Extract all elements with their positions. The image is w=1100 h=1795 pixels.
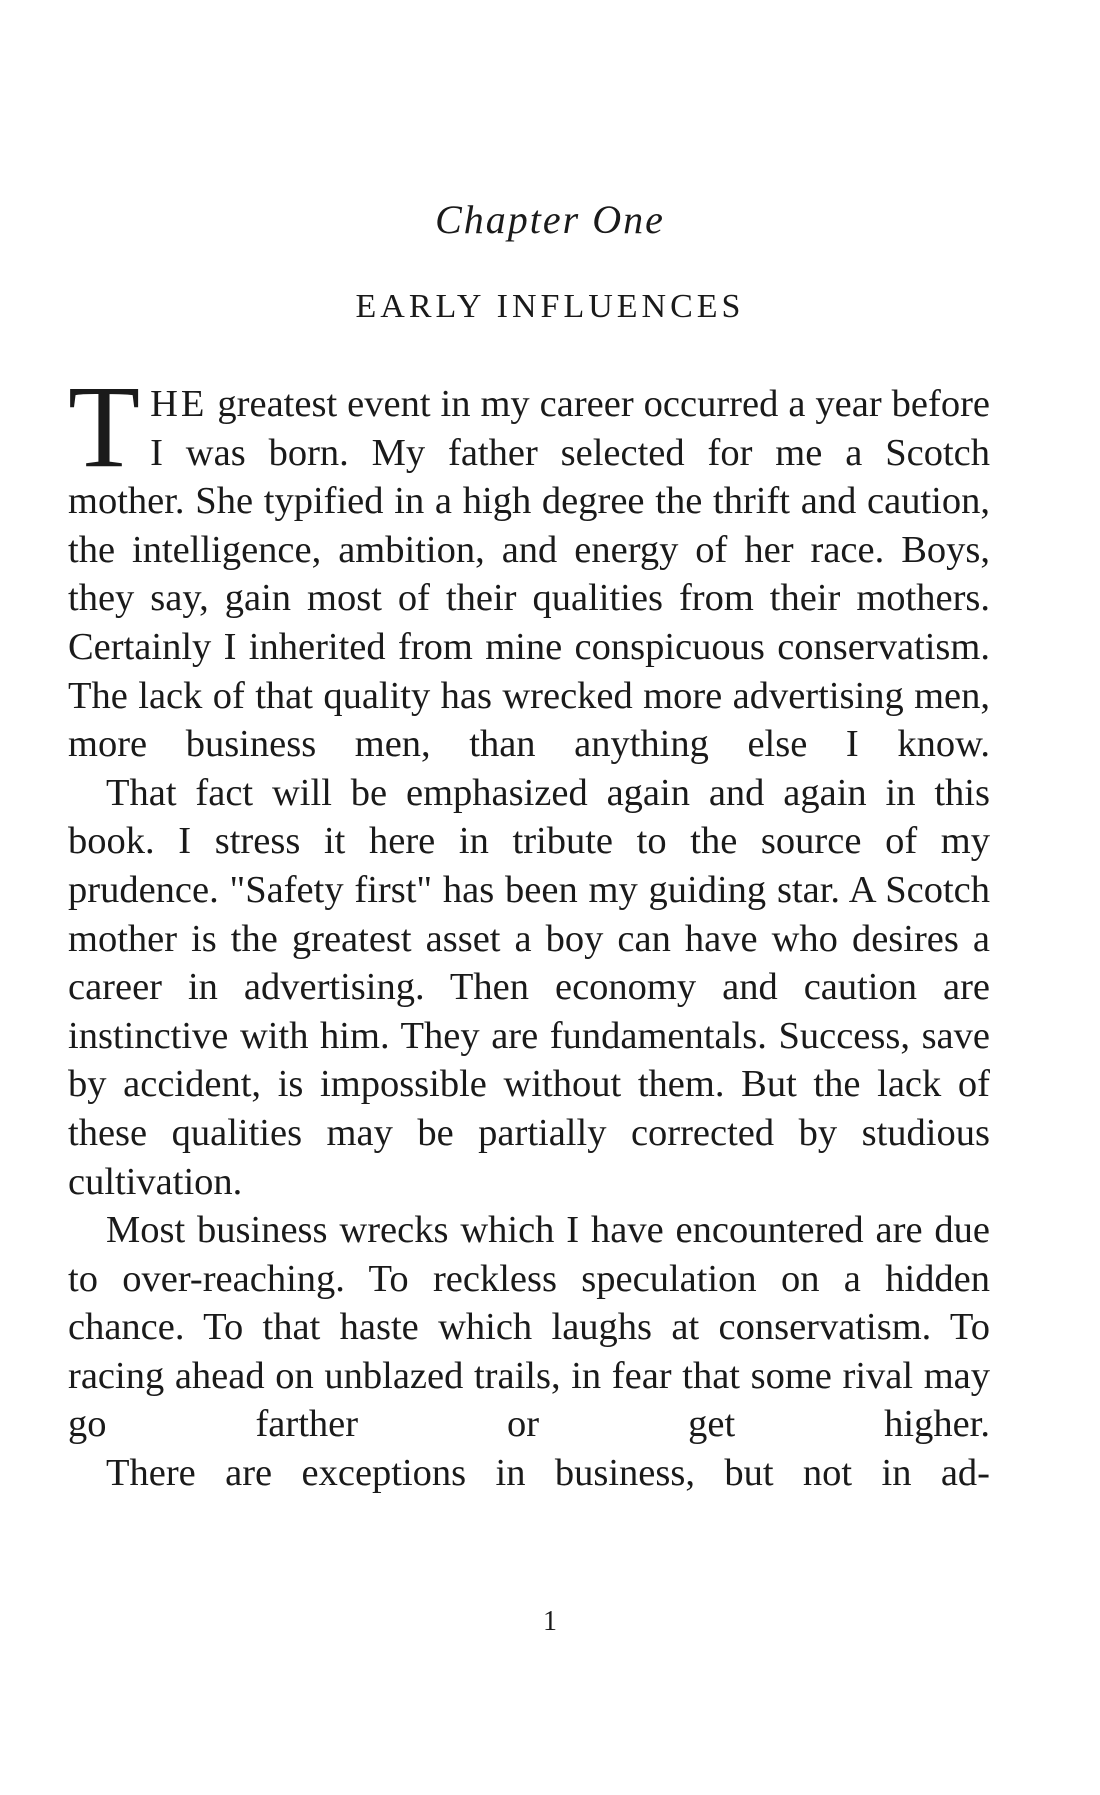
paragraph-lead: HE (150, 383, 208, 425)
paragraph-1 (68, 361, 990, 769)
paragraph-4: There are exceptions in business, but not in ad- (106, 1452, 990, 1495)
body-text (68, 361, 990, 1498)
paragraph-1-text: greatest event in my career occurred a year before I was born. My father selected for me a Scotch mother. She typified in a high degree the thrift and caution, the intelligence, ambition, and energy of her race. Boys, they say, gain most of their qualities from their mothers. Certainly I inherited from mine conspicuous conservatism. The lack of that quality has wrecked more advertising men, more business men, than anything else I know. (68, 383, 990, 766)
chapter-title: EARLY INFLUENCES (355, 288, 745, 325)
paragraph-2: That fact will be emphasized again and again in this book. I stress it here in tribute to the source of my prudence. "Safety first" has been my guiding star. A Scotch mother is the greatest asset a boy can have who desires a career in advertising. Then economy and caution are instinctive with him. They are fundamentals. Success, save by accident, is impossible without them. But the lack of these qualities may be partially corrected by studious cultivation. (68, 771, 990, 1203)
paragraph-3: Most business wrecks which I have encountered are due to over-reaching. To reckless speculation on a hidden chance. To that haste which laughs at conservatism. To racing ahead on unblazed trails, in fear that some rival may go farther or get higher. (68, 1209, 990, 1446)
chapter-label: Chapter One (435, 197, 665, 242)
page-number: 1 (543, 1606, 557, 1637)
drop-cap: T (68, 361, 141, 492)
